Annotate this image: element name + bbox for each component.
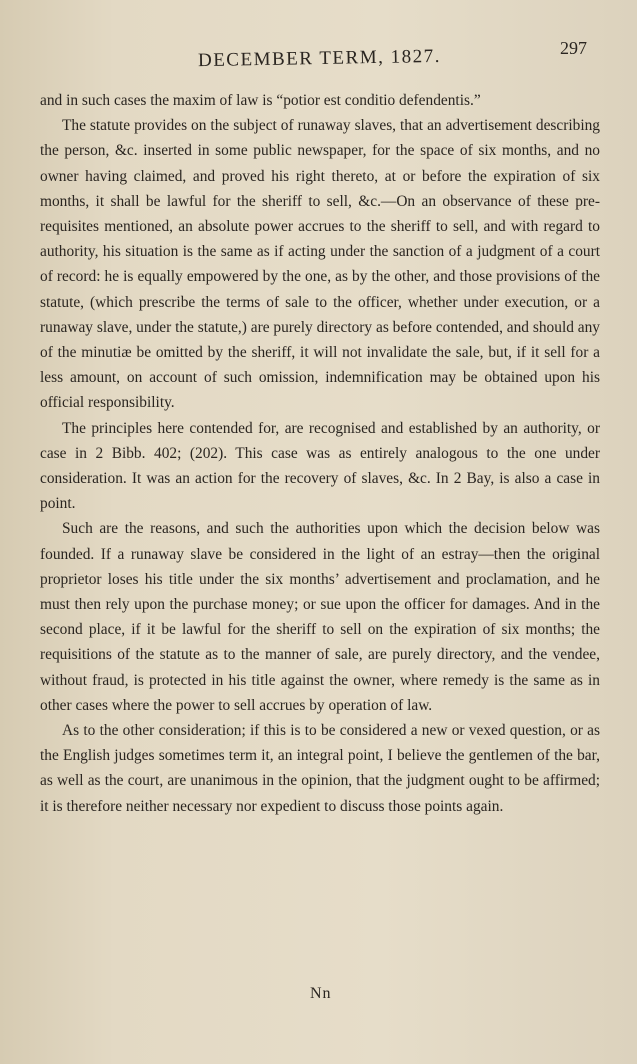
paragraph: As to the other consideration; if this is to be considered a new or vexed question, or as the English judges sometimes term it, an integral point, I believe the gentlemen of the bar, as well as the court, are unanimous in the opinion, that the judgment ought to be affirmed; it is therefore neither necessary nor expedient to discuss those points again. [40, 722, 600, 815]
paragraph: Such are the reasons, and such the authorities upon which the decision below was founded. If a runaway slave be considered in the light of an estray—then the original proprietor loses his title under the six months’ advertisement and proclamation, and he must then rely upon the purchase money; or sue upon the officer for damages. And in the second place, if it be lawful for the sheriff to sell on the expiration of six months; the requisitions of the statute as to the manner of sale, are purely directory, and the vendee, without fraud, is protected in his title against the owner, where remedy is the same as in other cases where the power to sell accrues by operation of law. [40, 520, 600, 714]
signature-mark: Nn [310, 985, 332, 1002]
running-head: DECEMBER TERM, 1827. [197, 45, 442, 72]
paragraph: The statute provides on the subject of runaway slaves, that an advertisement describing the person, &c. inserted in some public newspaper, for the space of six months, and no owner having claimed, and proved his right thereto, at or before the expiration of six months, it shall be lawful for the sheriff to sell, &c.—On an observance of these pre-requisites mentioned, an absolute power accrues to the sheriff to sell, and with regard to authority, his situation is the same as if acting under the sanction of a judgment of a court of record: he is equally empowered by the one, as by the other, and those provisions of the statute, (which prescribe the terms of sale to the officer, whether under execution, or a runaway slave, under the statute,) are purely directory as before contended, and should any of the minutiæ be omitted by the sheriff, it will not invalidate the sale, but, if it sell for a less amount, on account of such omission, indemnification may be obtained upon his official responsibility. [40, 117, 600, 412]
page-number: 297 [560, 38, 587, 58]
paragraph: The principles here contended for, are recognised and established by an authority, or case in 2 Bibb. 402; (202). This case was as entirely analogous to the one under consideration. It was an action for the recovery of slaves, &c. In 2 Bay, is also a case in point. [40, 419, 600, 513]
paragraph: and in such cases the maxim of law is “potior est conditio defendentis.” [40, 92, 481, 109]
page-header [0, 38, 637, 78]
body-text [40, 88, 600, 819]
